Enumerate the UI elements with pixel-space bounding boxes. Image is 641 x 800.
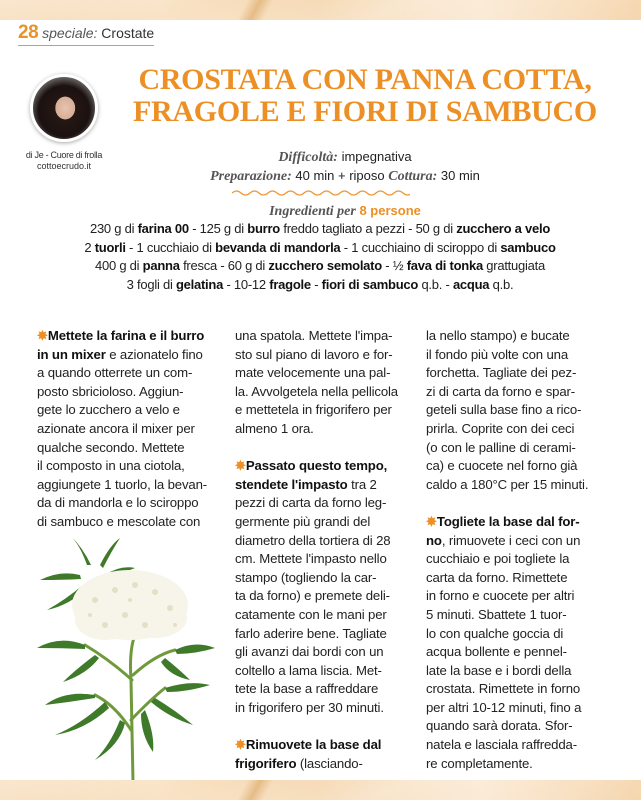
step-line: ca) e cuocete nel forno già <box>426 458 578 474</box>
step-line: ✸Mettete la farina e il burro <box>37 328 205 343</box>
step-paragraph <box>235 736 417 773</box>
ingredient-line <box>20 257 620 276</box>
step-line: re completamente. <box>426 755 533 771</box>
ingredient-name: tuorli <box>94 239 126 255</box>
author-name: di Je - Cuore di frolla <box>25 150 103 160</box>
ingredients-heading <box>150 203 540 220</box>
ingredient-qty: 3 fogli di <box>126 276 176 292</box>
section-name: Crostate <box>101 25 155 41</box>
ingredient-qty: - <box>310 276 322 292</box>
step-line: cucchiaio e poi togliete la <box>426 551 570 567</box>
ingredient-qty: q.b. - <box>418 276 453 292</box>
step-line: (o con le palline di cerami- <box>426 439 576 455</box>
ingredient-qty: 230 g di <box>89 221 138 236</box>
ingredient-name: bevanda di mandorla <box>215 239 341 255</box>
step-paragraph <box>426 513 608 773</box>
step-line: late la base e i bordi della <box>426 662 572 678</box>
step-line: la nello stampo) e bucate <box>426 328 570 343</box>
asterisk-bullet-icon: ✸ <box>37 328 48 343</box>
step-line: crostata. Rimettete in forno <box>426 681 581 697</box>
step-line: 5 minuti. Sbattete 1 tuor- <box>426 606 567 622</box>
steps-column-1 <box>37 327 219 550</box>
ingredient-name: zucchero a velo <box>456 221 551 236</box>
step-line: una spatola. Mettete l'impa- <box>235 328 393 343</box>
asterisk-bullet-icon: ✸ <box>235 737 246 753</box>
elderflower-plant-icon <box>25 530 225 782</box>
author-avatar-icon <box>30 74 98 142</box>
step-line: acqua bollente e pennel- <box>426 644 567 660</box>
ingredient-name: sambuco <box>500 239 556 255</box>
ingredient-qty: 400 g di <box>95 258 143 273</box>
ingredient-qty: 2 <box>84 239 95 255</box>
ingredient-qty: q.b. <box>489 276 514 292</box>
asterisk-bullet-icon: ✸ <box>235 458 246 474</box>
step-line: no, rimuovete i ceci con un <box>426 532 581 548</box>
recipe-meta <box>150 148 540 186</box>
step-line: mate velocemente una pal- <box>235 365 391 381</box>
step-paragraph <box>426 327 608 494</box>
steps-column-3 <box>426 327 608 792</box>
step-line: quando sarà dorata. Sfor- <box>426 718 573 734</box>
step-line: e mettetela in frigorifero per <box>235 402 392 418</box>
step-line: di sambuco e mescolate con <box>37 513 201 529</box>
step-line: almeno 1 ora. <box>235 420 314 436</box>
step-line: ✸Passato questo tempo, <box>235 458 388 474</box>
difficulty-value: impegnativa <box>341 149 412 164</box>
page-header <box>18 22 154 46</box>
step-line: coltello a lama liscia. Met- <box>235 662 382 678</box>
step-line: in un mixer e azionatelo fino <box>37 346 203 362</box>
wavy-divider-icon <box>232 189 410 197</box>
step-line: gete lo zucchero a velo e <box>37 402 180 418</box>
difficulty-label: Difficoltà: <box>278 150 338 165</box>
step-line: forchetta. Tagliate dei pez- <box>426 365 577 381</box>
step-line: il fondo più volte con una <box>426 346 568 362</box>
title-line-2: FRAGOLE E FIORI DI SAMBUCO <box>133 95 597 128</box>
ingredient-qty: - 10-12 <box>223 276 270 292</box>
step-line: sto sul piano di lavoro e for- <box>235 346 393 362</box>
ingredients-list <box>20 220 620 294</box>
ingredient-name: burro <box>247 221 280 236</box>
ingredient-name: gelatina <box>175 276 224 292</box>
ingredient-line <box>20 220 620 239</box>
title-line-1: CROSTATA CON PANNA COTTA, <box>138 63 592 96</box>
author-block <box>20 74 108 172</box>
steps-column-2 <box>235 327 417 792</box>
asterisk-bullet-icon: ✸ <box>426 513 437 529</box>
step-line: prirla. Coprite con dei ceci <box>426 420 575 436</box>
ingredient-name: fragole <box>269 276 311 292</box>
step-paragraph <box>235 457 417 717</box>
step-paragraph <box>235 327 417 439</box>
servings-count: 8 persone <box>359 203 421 218</box>
marble-top-band <box>0 0 641 20</box>
ingredient-name: fiori di sambuco <box>321 276 419 292</box>
ingredient-name: acqua <box>452 276 490 292</box>
step-line: azionate ancora il mixer per <box>37 420 195 436</box>
step-line: in forno e cuocete per altri <box>426 588 575 604</box>
ingredient-qty: freddo tagliato a pezzi - 50 g di <box>279 221 457 236</box>
ingredient-name: farina 00 <box>137 221 189 236</box>
step-line: il composto in una ciotola, <box>37 458 185 474</box>
ingredient-qty: fresca - 60 g di <box>179 258 269 273</box>
step-line: ta da forno) e premete deli- <box>235 588 390 604</box>
ingredients-label: Ingredienti per <box>269 204 356 219</box>
difficulty-row <box>150 148 540 167</box>
step-line: in frigorifero per 30 minuti. <box>235 699 384 715</box>
step-paragraph <box>37 327 219 532</box>
step-line: diametro della tortiera di 28 <box>235 532 391 548</box>
step-line: qualche secondo. Mettete <box>37 439 185 455</box>
marble-bottom-band <box>0 780 641 800</box>
step-line: gli avanzi dai bordi con un <box>235 644 384 660</box>
step-line: caldo a 180°C per 15 minuti. <box>426 476 589 492</box>
time-row <box>150 167 540 186</box>
step-line: per altri 10-12 minuti, fino a <box>426 699 582 715</box>
ingredient-name: zucchero semolato <box>268 258 382 273</box>
section-title <box>42 25 154 41</box>
recipe-title <box>130 64 600 128</box>
step-line: pezzi di carta da forno leg- <box>235 495 387 511</box>
step-line: zi di carta da forno e spar- <box>426 383 575 399</box>
step-line: geteli sulla base fino a rico- <box>426 402 582 418</box>
prep-label: Preparazione: <box>210 169 292 184</box>
ingredient-name: panna <box>142 258 180 273</box>
step-line: farlo aderire bene. Tagliate <box>235 625 387 641</box>
step-line: aggiungete 1 tuorlo, la bevan- <box>37 476 207 492</box>
step-line: natela e lasciala raffredda- <box>426 737 577 753</box>
prep-value: 40 min + riposo <box>295 168 385 183</box>
step-line: la. Avvolgetela nella pellicola <box>235 383 398 399</box>
step-line: stampo (togliendo la car- <box>235 569 377 585</box>
step-line: germente più grandi del <box>235 513 371 529</box>
ingredient-name: fava di tonka <box>406 258 483 273</box>
ingredient-qty: - 1 cucchiaio di <box>125 239 216 255</box>
cook-value: 30 min <box>440 168 480 183</box>
step-line: frigorifero (lasciando- <box>235 755 363 771</box>
step-line: stendete l'impasto tra 2 <box>235 476 377 492</box>
step-line: tete la base a raffreddare <box>235 681 379 697</box>
step-line: catamente con le mani per <box>235 606 387 622</box>
step-line: a quando otterrete un com- <box>37 365 193 381</box>
ingredient-qty: - 125 g di <box>188 221 248 236</box>
step-line: ✸Rimuovete la base dal <box>235 737 382 753</box>
step-line: cm. Mettete l'impasto nello <box>235 551 387 567</box>
ingredient-line <box>20 276 620 295</box>
step-line: ✸Togliete la base dal for- <box>426 513 580 529</box>
step-line: da di mandorla e lo sciroppo <box>37 495 199 511</box>
page-number: 28 <box>18 22 39 43</box>
cook-label: Cottura: <box>388 169 438 184</box>
step-line: posto sbricioloso. Aggiun- <box>37 383 184 399</box>
ingredient-line <box>20 239 620 258</box>
ingredient-qty: - 1 cucchiaino di sciroppo di <box>340 239 501 255</box>
ingredient-qty: grattugiata <box>482 258 545 273</box>
author-site: cottoecrudo.it <box>36 161 92 171</box>
ingredient-qty: - ½ <box>381 258 407 273</box>
step-line: lo con qualche goccia di <box>426 625 564 641</box>
step-line: carta da forno. Rimettete <box>426 569 568 585</box>
section-prefix: speciale: <box>42 25 98 41</box>
